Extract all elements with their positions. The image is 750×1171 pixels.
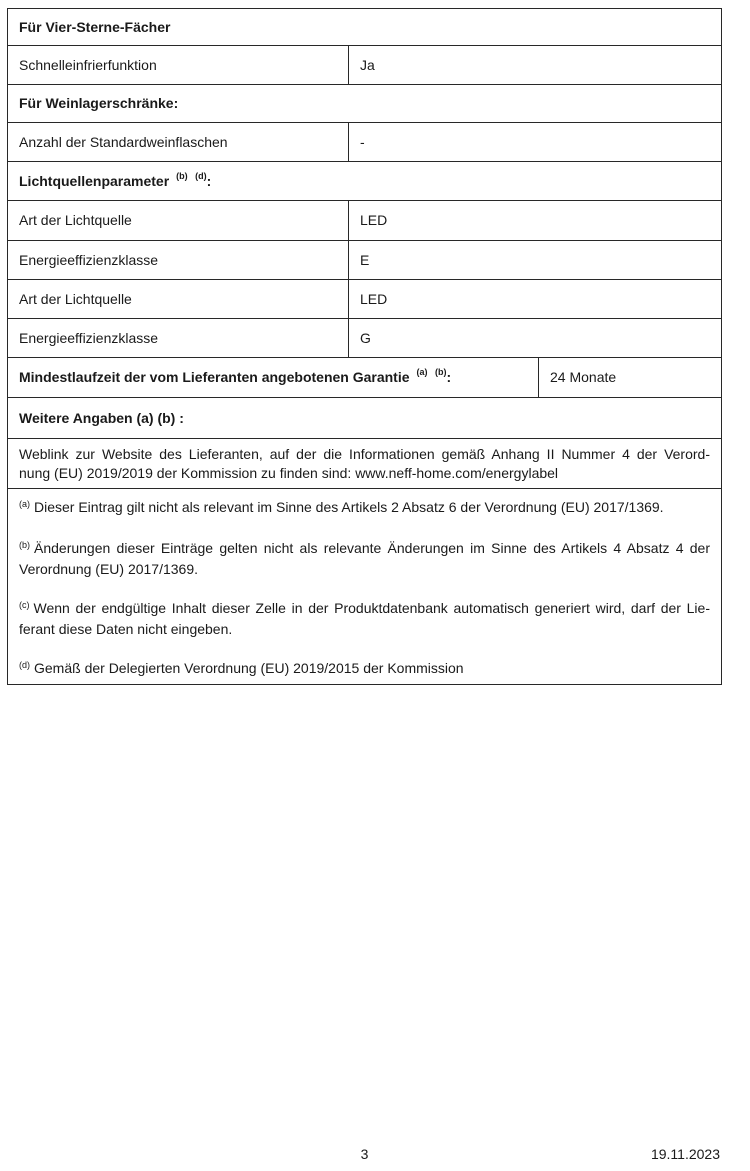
weblink-paragraph bbox=[8, 439, 721, 488]
table-row-weblink bbox=[8, 439, 721, 489]
footnote-b-line-1 bbox=[19, 539, 710, 560]
section-title: Weitere Angaben (a) (b) : bbox=[19, 409, 184, 426]
row-label bbox=[8, 358, 539, 397]
footnote-a-text: Dieser Eintrag gilt nicht als relevant im Sinne des Artikels 2 Absatz 6 der Verordnung (EU) 2017/1369. bbox=[34, 499, 664, 515]
row-label-colon: : bbox=[446, 369, 452, 385]
row-label: Anzahl der Standardweinflaschen bbox=[8, 123, 349, 161]
footnote-d-line-1 bbox=[19, 659, 710, 680]
table-row-wine-bottles bbox=[8, 123, 721, 162]
section-header-row-wine-storage bbox=[8, 85, 721, 123]
row-value: LED bbox=[360, 212, 388, 228]
weblink-line-2: nung (EU) 2019/2019 der Kommission zu finden sind: www.neff-home.com/energylabel bbox=[19, 464, 559, 481]
table-row-quick-freeze bbox=[8, 46, 721, 85]
row-value: E bbox=[360, 251, 370, 268]
row-label: Energieeffizienzklasse bbox=[8, 319, 349, 357]
footnote-c-line-1 bbox=[19, 599, 710, 620]
footnote-a bbox=[19, 498, 710, 519]
row-label: Energieeffizienzklasse bbox=[8, 241, 349, 279]
document-date: 19.11.2023 bbox=[650, 1146, 720, 1162]
weblink-line-1: Weblink zur Website des Lieferanten, auf der die Informationen gemäß Anhang II Nummer 4 der Verord- bbox=[19, 445, 710, 462]
section-title: Für Weinlagerschränke: bbox=[19, 95, 179, 111]
footnote-d bbox=[19, 659, 710, 680]
footnote-b-line-2: Verordnung (EU) 2017/1369. bbox=[19, 561, 199, 577]
footnote-c-line-2: ferant diese Daten nicht eingeben. bbox=[19, 621, 233, 637]
footnote-reference: (b) (d) bbox=[176, 170, 207, 181]
table-row-light-source-type-1 bbox=[8, 201, 721, 241]
footnote-c-text: Wenn der endgültige Inhalt dieser Zelle in der Produktdatenbank automatisch generiert wird, darf der Lie- bbox=[33, 600, 710, 616]
section-title-colon: : bbox=[206, 172, 212, 189]
row-label-text: Mindestlaufzeit der vom Lieferanten angebotenen Garantie bbox=[19, 369, 410, 385]
section-title: Für Vier-Sterne-Fächer bbox=[19, 18, 171, 35]
table-row-energy-class-1 bbox=[8, 241, 721, 280]
row-value: G bbox=[360, 329, 371, 346]
page-footer bbox=[7, 1146, 722, 1165]
section-header-row-additional-info bbox=[8, 398, 721, 439]
section-header-row-light-source bbox=[8, 162, 721, 201]
table-row-warranty bbox=[8, 358, 721, 398]
row-value: 24 Monate bbox=[550, 369, 617, 385]
footnote-a-marker: (a) bbox=[19, 499, 30, 509]
table-row-light-source-type-2 bbox=[8, 280, 721, 319]
footnotes-block bbox=[8, 489, 721, 684]
footnote-a-line-1 bbox=[19, 498, 710, 519]
row-label: Art der Lichtquelle bbox=[8, 201, 349, 240]
product-datasheet-table bbox=[7, 8, 722, 685]
row-value: - bbox=[360, 133, 365, 150]
section-title-text: Lichtquellenparameter bbox=[19, 172, 170, 189]
footnote-reference: (a) (b) bbox=[416, 367, 447, 377]
row-label: Schnelleinfrierfunktion bbox=[8, 46, 349, 84]
row-label: Art der Lichtquelle bbox=[8, 280, 349, 318]
footnote-c-marker: (c) bbox=[19, 600, 30, 610]
row-value: Ja bbox=[360, 56, 375, 73]
table-row-energy-class-2 bbox=[8, 319, 721, 358]
table-row-footnotes bbox=[8, 489, 721, 684]
footnote-b-marker: (b) bbox=[19, 540, 30, 550]
section-title bbox=[8, 162, 721, 200]
page-number: 3 bbox=[360, 1146, 369, 1162]
footnote-d-marker: (d) bbox=[19, 660, 30, 670]
row-value: LED bbox=[360, 290, 388, 307]
footnote-c bbox=[19, 599, 710, 639]
footnote-b-text: Änderungen dieser Einträge gelten nicht als relevante Änderungen im Sinne des Artikels 4 Absatz 4 der bbox=[34, 540, 710, 556]
footnote-d-text: Gemäß der Delegierten Verordnung (EU) 2019/2015 der Kommission bbox=[34, 660, 464, 676]
section-header-row-four-star bbox=[8, 9, 721, 46]
footnote-b bbox=[19, 539, 710, 579]
